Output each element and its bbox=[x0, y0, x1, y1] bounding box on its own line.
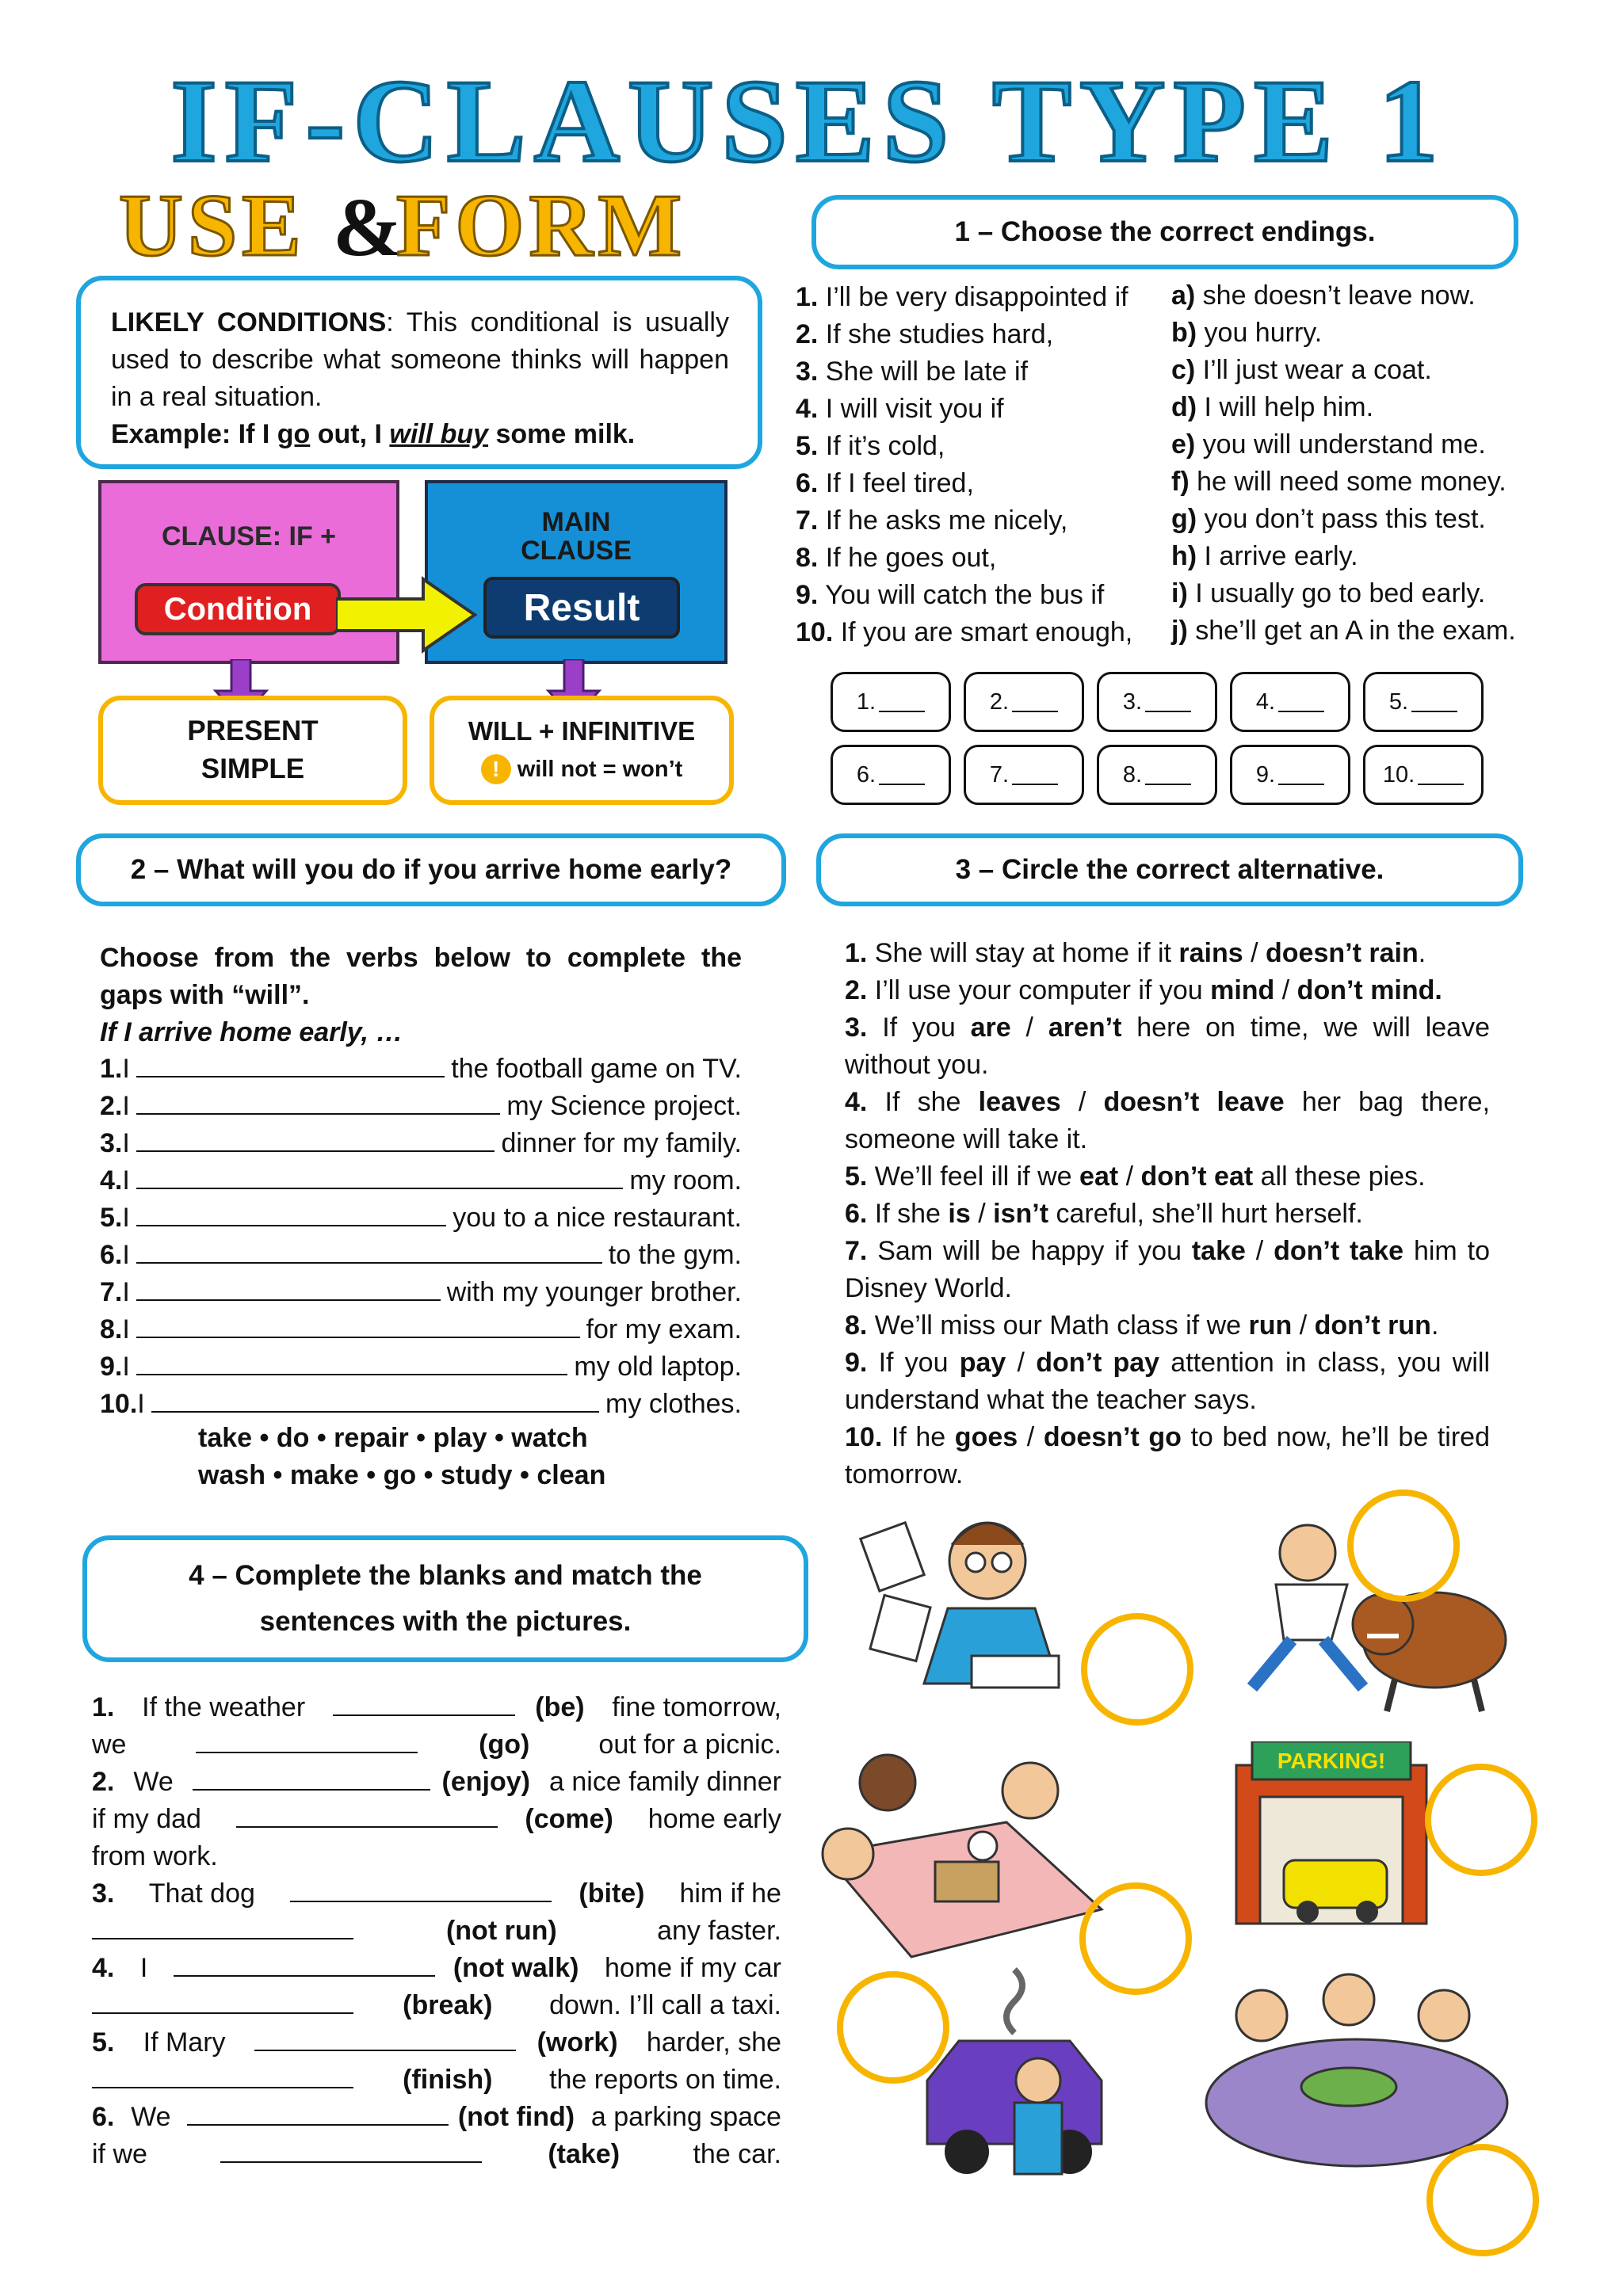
svg-text:IF-CLAUSES TYPE 1: IF-CLAUSES TYPE 1 bbox=[170, 62, 1446, 187]
answer-box[interactable]: 1. bbox=[831, 672, 951, 732]
answer-blank[interactable] bbox=[136, 1313, 580, 1338]
clause-if-label: CLAUSE: IF + bbox=[161, 521, 337, 551]
ex1-right-item: j) she’ll get an A in the exam. bbox=[1171, 616, 1516, 646]
ex3-item: 7. Sam will be happy if you take / don’t take him to Disney World. bbox=[845, 1236, 1490, 1303]
main-clause-label-2: CLAUSE bbox=[521, 536, 632, 566]
answer-blank[interactable] bbox=[92, 1989, 353, 2014]
answer-blank[interactable] bbox=[220, 2138, 482, 2163]
ex3-item: 3. If you are / aren’t here on time, we will leave without you. bbox=[845, 1013, 1490, 1080]
answer-box[interactable]: 9. bbox=[1230, 745, 1350, 805]
answer-blank[interactable] bbox=[236, 1802, 498, 1828]
answer-blank[interactable] bbox=[1012, 765, 1058, 785]
use-form-subtitle bbox=[119, 176, 721, 269]
answer-blank[interactable] bbox=[1411, 692, 1457, 712]
ex1-right-item: i) I usually go to bed early. bbox=[1171, 578, 1486, 608]
option-b[interactable]: don’t run bbox=[1314, 1310, 1431, 1341]
ex2-item: 7. I with my younger brother. bbox=[100, 1277, 742, 1307]
answer-blank[interactable] bbox=[136, 1238, 602, 1264]
ex1-left-item: 2. If she studies hard, bbox=[796, 319, 1054, 349]
ex4-line: 3. That dog (bite) him if he bbox=[92, 1878, 781, 1909]
option-a[interactable]: take bbox=[1191, 1236, 1246, 1266]
ex4-line: 4. I (not walk) home if my car bbox=[92, 1953, 781, 1983]
answer-blank[interactable] bbox=[136, 1052, 445, 1077]
answer-circle-6[interactable] bbox=[1426, 2144, 1539, 2256]
exercise-2-lead: If I arrive home early, … bbox=[100, 1017, 403, 1047]
verb-bank-row-2: wash • make • go • study • clean bbox=[198, 1460, 606, 1490]
answer-blank[interactable] bbox=[136, 1127, 495, 1152]
ex4-line: 6. We (not find) a parking space bbox=[92, 2102, 781, 2132]
ex1-left-item: 7. If he asks me nicely, bbox=[796, 505, 1068, 536]
answer-blank[interactable] bbox=[1012, 692, 1058, 712]
parking-garage-picture bbox=[1228, 1741, 1434, 1932]
ex2-item: 5. I you to a nice restaurant. bbox=[100, 1203, 742, 1233]
worksheet-title bbox=[95, 62, 1522, 189]
option-b[interactable]: don’t mind. bbox=[1296, 975, 1442, 1005]
option-a[interactable]: mind bbox=[1210, 975, 1275, 1005]
exercise-2-instructions: Choose from the verbs below to complete the gaps with “will”. bbox=[100, 943, 742, 1010]
option-a[interactable]: leaves bbox=[978, 1087, 1061, 1117]
ex4-line: if my dad (come) home early bbox=[92, 1804, 781, 1834]
exercise-3-list bbox=[845, 935, 1490, 1493]
answer-box[interactable]: 10. bbox=[1363, 745, 1484, 805]
verb-bank-row-1: take • do • repair • play • watch bbox=[198, 1423, 588, 1453]
ex4-line: from work. bbox=[92, 1841, 218, 1871]
ex1-left-item: 8. If he goes out, bbox=[796, 543, 997, 573]
answer-blank[interactable] bbox=[290, 1877, 552, 1902]
arrow-right-icon bbox=[336, 575, 479, 654]
answer-box[interactable]: 2. bbox=[964, 672, 1084, 732]
ex1-right-item: h) I arrive early. bbox=[1171, 541, 1358, 571]
ex2-item: 2. I my Science project. bbox=[100, 1091, 742, 1121]
answer-circle-1[interactable] bbox=[1081, 1613, 1193, 1726]
ex1-left-item: 1. I’ll be very disappointed if bbox=[796, 282, 1128, 312]
ex1-right-item: f) he will need some money. bbox=[1171, 467, 1507, 497]
ex3-item: 5. We’ll feel ill if we eat / don’t eat all these pies. bbox=[845, 1161, 1426, 1192]
ex3-item: 9. If you pay / don’t pay attention in class, you will understand what the teacher says. bbox=[845, 1348, 1491, 1415]
condition-label: Condition bbox=[135, 583, 341, 635]
answer-blank[interactable] bbox=[879, 692, 925, 712]
ex3-item: 8. We’ll miss our Math class if we run / don’t run. bbox=[845, 1310, 1439, 1341]
answer-blank[interactable] bbox=[136, 1201, 446, 1226]
ex4-line: 1. If the weather (be) fine tomorrow, bbox=[92, 1692, 781, 1722]
answer-blank[interactable] bbox=[879, 765, 925, 785]
stressed-student-picture bbox=[853, 1505, 1090, 1695]
answer-box[interactable]: 3. bbox=[1097, 672, 1217, 732]
answer-blank[interactable] bbox=[151, 1387, 599, 1413]
ex1-left-item: 10. If you are smart enough, bbox=[796, 617, 1133, 647]
picnic-picture bbox=[800, 1727, 1117, 1965]
answer-blank[interactable] bbox=[333, 1691, 515, 1716]
svg-text:USE: USE bbox=[119, 177, 306, 269]
option-b[interactable]: isn’t bbox=[993, 1199, 1049, 1229]
answer-box[interactable]: 8. bbox=[1097, 745, 1217, 805]
answer-blank[interactable] bbox=[1278, 692, 1324, 712]
option-b[interactable]: doesn’t go bbox=[1043, 1422, 1182, 1452]
option-a[interactable]: eat bbox=[1079, 1161, 1119, 1192]
likely-conditions-box bbox=[76, 276, 762, 469]
ex3-item: 4. If she leaves / doesn’t leave her bag there, someone will take it. bbox=[845, 1087, 1491, 1154]
warning-icon: ! bbox=[481, 754, 511, 784]
svg-text:FORM: FORM bbox=[396, 177, 687, 269]
answer-blank[interactable] bbox=[136, 1164, 624, 1189]
ex4-line: 5. If Mary (work) harder, she bbox=[92, 2027, 781, 2058]
answer-blank[interactable] bbox=[1145, 692, 1191, 712]
answer-circle-4[interactable] bbox=[1425, 1764, 1537, 1876]
option-a[interactable]: run bbox=[1248, 1310, 1293, 1341]
ex3-item: 6. If she is / isn’t careful, she’ll hurt herself. bbox=[845, 1199, 1363, 1229]
option-a[interactable]: is bbox=[948, 1199, 971, 1229]
likely-conditions-heading: LIKELY CONDITIONS bbox=[111, 307, 387, 338]
answer-blank[interactable] bbox=[136, 1276, 441, 1301]
ex1-left-item: 6. If I feel tired, bbox=[796, 468, 974, 498]
exercise-1-title: 1 – Choose the correct endings. bbox=[812, 195, 1518, 269]
ex2-item: 6. I to the gym. bbox=[100, 1240, 742, 1270]
ex2-item: 8. I for my exam. bbox=[100, 1314, 742, 1344]
answer-blank[interactable] bbox=[187, 2100, 449, 2126]
ex1-right-item: g) you don’t pass this test. bbox=[1171, 504, 1486, 534]
example-sentence: Example: If I go out, I will buy some milk. bbox=[111, 419, 636, 449]
exercise-2-title: 2 – What will you do if you arrive home early? bbox=[76, 833, 786, 906]
ex3-item: 1. She will stay at home if it rains / doesn’t rain. bbox=[845, 938, 1426, 968]
exercise-3-title: 3 – Circle the correct alternative. bbox=[816, 833, 1523, 906]
svg-text:PARKING!: PARKING! bbox=[1277, 1749, 1386, 1773]
answer-blank[interactable] bbox=[193, 1765, 430, 1791]
option-a[interactable]: are bbox=[970, 1013, 1011, 1043]
ex1-right-item: a) she doesn’t leave now. bbox=[1171, 280, 1476, 311]
ex2-item: 4. I my room. bbox=[100, 1165, 742, 1196]
ex1-right-item: d) I will help him. bbox=[1171, 392, 1374, 422]
ex1-left-item: 3. She will be late if bbox=[796, 357, 1028, 387]
option-b[interactable]: doesn’t leave bbox=[1103, 1087, 1285, 1117]
ex1-right-item: e) you will understand me. bbox=[1171, 429, 1486, 460]
ex1-right-item: b) you hurry. bbox=[1171, 318, 1323, 348]
ex2-item: 1. I the football game on TV. bbox=[100, 1054, 742, 1084]
ex1-left-item: 4. I will visit you if bbox=[796, 394, 1004, 424]
likely-conditions-text: LIKELY CONDITIONS: This conditional is usually used to describe what someone thinks will happen in a real situation. bbox=[111, 307, 729, 412]
ex3-item: 10. If he goes / doesn’t go to bed now, he’ll be tired tomorrow. bbox=[845, 1422, 1490, 1489]
option-b[interactable]: don’t eat bbox=[1140, 1161, 1254, 1192]
option-a[interactable]: pay bbox=[959, 1348, 1006, 1378]
answer-box[interactable]: 7. bbox=[964, 745, 1084, 805]
ex4-line: (break) down. I’ll call a taxi. bbox=[92, 1987, 781, 2024]
answer-blank[interactable] bbox=[92, 2063, 353, 2088]
answer-blank[interactable] bbox=[136, 1350, 568, 1375]
ex1-left-item: 5. If it’s cold, bbox=[796, 431, 945, 461]
answer-blank[interactable] bbox=[1278, 765, 1324, 785]
ex2-item: 9. I my old laptop. bbox=[100, 1352, 742, 1382]
answer-box[interactable]: 4. bbox=[1230, 672, 1350, 732]
answer-circle-2[interactable] bbox=[1347, 1489, 1460, 1602]
answer-blank[interactable] bbox=[254, 2026, 516, 2051]
will-infinitive-box: WILL + INFINITIVE ! will not = won’t bbox=[430, 696, 734, 805]
ex1-right-item: c) I’ll just wear a coat. bbox=[1171, 355, 1432, 385]
exercise-1-answer-grid bbox=[831, 672, 1496, 811]
option-b[interactable]: don’t take bbox=[1274, 1236, 1404, 1266]
present-simple-box: PRESENT SIMPLE bbox=[98, 696, 407, 805]
ex3-item: 2. I’ll use your computer if you mind / don’t mind. bbox=[845, 975, 1442, 1005]
answer-circle-3[interactable] bbox=[1079, 1882, 1192, 1995]
svg-text:&: & bbox=[333, 181, 403, 269]
answer-blank[interactable] bbox=[174, 1951, 435, 1977]
ex4-line: if we (take) the car. bbox=[92, 2139, 781, 2169]
answer-blank[interactable] bbox=[1418, 765, 1464, 785]
main-clause-label-1: MAIN bbox=[541, 507, 611, 537]
answer-blank[interactable] bbox=[136, 1089, 501, 1115]
ex4-line: (not run) any faster. bbox=[92, 1913, 781, 1950]
ex4-line: 2. We (enjoy) a nice family dinner bbox=[92, 1767, 781, 1797]
exercise-4-title: 4 – Complete the blanks and match the sentences with the pictures. bbox=[82, 1535, 808, 1662]
result-label: Result bbox=[483, 577, 680, 639]
answer-blank[interactable] bbox=[92, 1914, 353, 1939]
ex4-line: we (go) out for a picnic. bbox=[92, 1730, 781, 1760]
option-a[interactable]: goes bbox=[954, 1422, 1018, 1452]
answer-circle-5[interactable] bbox=[837, 1971, 949, 2084]
clause-diagram bbox=[98, 480, 732, 718]
ex2-item: 10. I my clothes. bbox=[100, 1389, 742, 1419]
option-b[interactable]: doesn’t rain bbox=[1266, 938, 1419, 968]
option-b[interactable]: don’t pay bbox=[1036, 1348, 1160, 1378]
ex4-line: (finish) the reports on time. bbox=[92, 2061, 781, 2099]
answer-blank[interactable] bbox=[1145, 765, 1191, 785]
ex1-left-item: 9. You will catch the bus if bbox=[796, 580, 1105, 610]
option-a[interactable]: rains bbox=[1178, 938, 1243, 968]
ex2-item: 3. I dinner for my family. bbox=[100, 1128, 742, 1158]
answer-box[interactable]: 6. bbox=[831, 745, 951, 805]
answer-blank[interactable] bbox=[196, 1728, 418, 1753]
option-b[interactable]: aren’t bbox=[1048, 1013, 1122, 1043]
answer-box[interactable]: 5. bbox=[1363, 672, 1484, 732]
